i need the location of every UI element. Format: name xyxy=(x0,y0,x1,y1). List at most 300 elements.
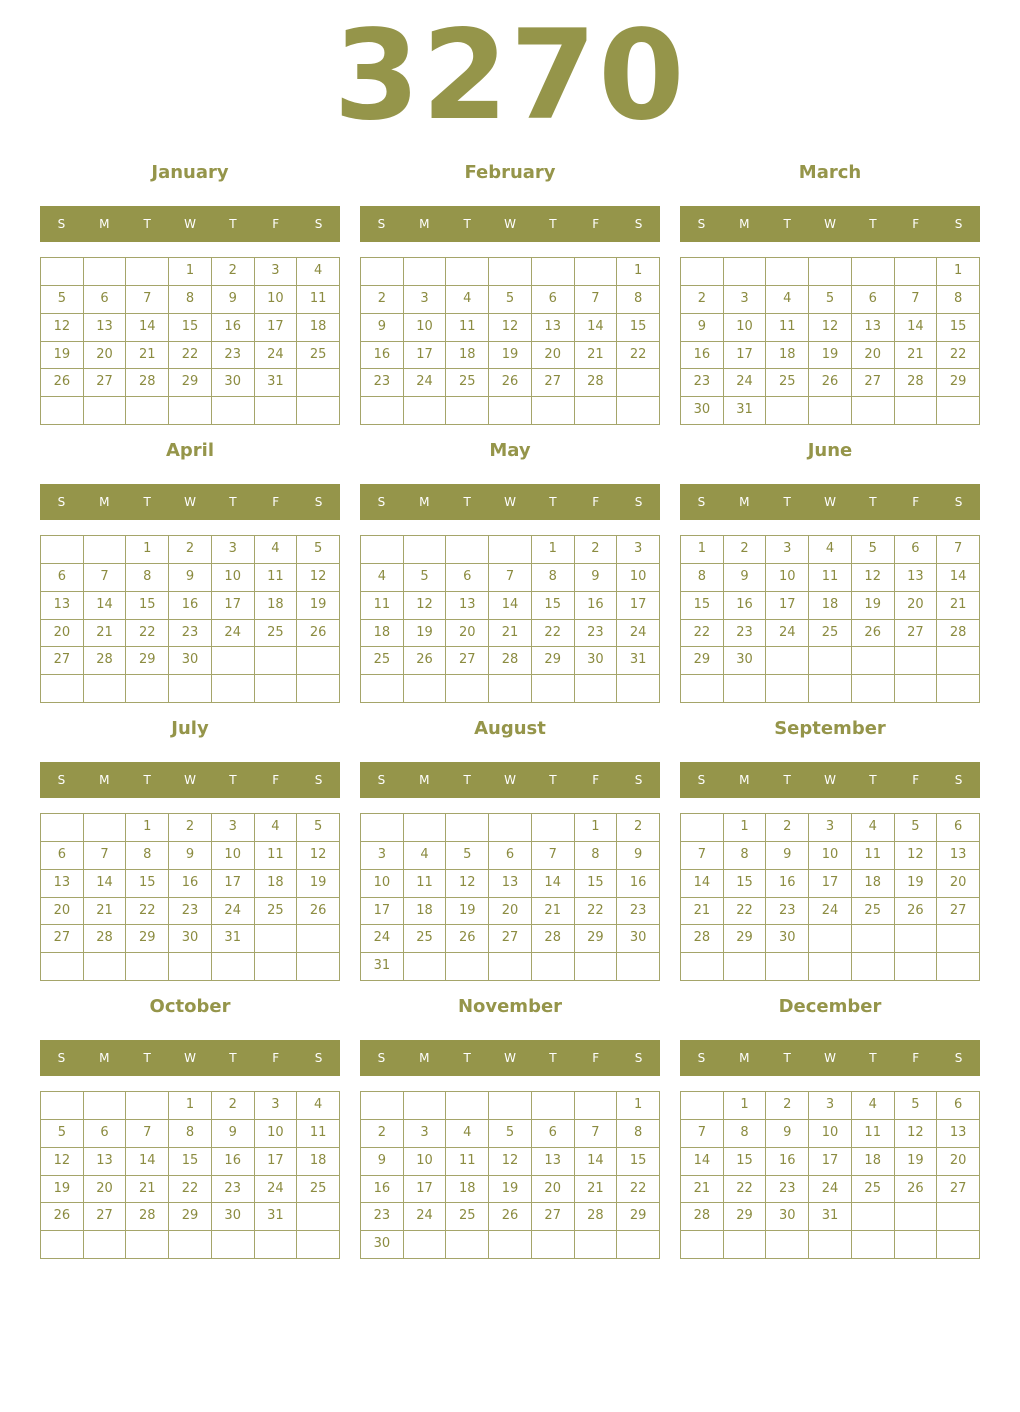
empty-day-cell xyxy=(766,397,809,425)
day-cell: 9 xyxy=(169,564,212,592)
day-cell: 15 xyxy=(575,870,618,898)
day-cell: 19 xyxy=(895,870,938,898)
empty-day-cell xyxy=(361,258,404,286)
day-cell: 30 xyxy=(724,647,767,675)
day-cell: 23 xyxy=(766,1176,809,1204)
empty-day-cell xyxy=(681,953,724,981)
day-cell: 19 xyxy=(297,870,340,898)
day-cell: 11 xyxy=(297,286,340,314)
empty-day-cell xyxy=(126,1231,169,1259)
day-cell: 1 xyxy=(169,1092,212,1120)
day-cell: 4 xyxy=(852,814,895,842)
day-cell: 31 xyxy=(255,369,298,397)
day-cell: 23 xyxy=(766,898,809,926)
day-cell: 8 xyxy=(169,1120,212,1148)
empty-day-cell xyxy=(895,953,938,981)
month-name: September xyxy=(774,718,886,739)
day-cell: 23 xyxy=(681,369,724,397)
empty-day-cell xyxy=(809,953,852,981)
empty-day-cell xyxy=(575,953,618,981)
weekday-label: W xyxy=(504,773,516,787)
empty-day-cell xyxy=(361,397,404,425)
weekday-label: S xyxy=(57,1051,66,1065)
day-cell: 27 xyxy=(489,925,532,953)
empty-day-cell xyxy=(41,536,84,564)
day-cell: 6 xyxy=(41,842,84,870)
day-cell: 28 xyxy=(681,1203,724,1231)
day-cell: 2 xyxy=(575,536,618,564)
day-cell: 22 xyxy=(617,342,660,370)
day-cell: 28 xyxy=(126,369,169,397)
day-cell: 27 xyxy=(895,620,938,648)
day-cell: 15 xyxy=(169,1148,212,1176)
day-cell: 6 xyxy=(937,1092,980,1120)
day-cell: 7 xyxy=(84,564,127,592)
empty-day-cell xyxy=(681,814,724,842)
day-cell: 10 xyxy=(212,842,255,870)
day-cell: 22 xyxy=(532,620,575,648)
day-cell: 7 xyxy=(126,1120,169,1148)
day-cell: 5 xyxy=(809,286,852,314)
weekday-label: T xyxy=(229,1051,237,1065)
day-cell: 18 xyxy=(255,870,298,898)
day-cell: 21 xyxy=(84,898,127,926)
day-cell: 10 xyxy=(212,564,255,592)
day-cell: 22 xyxy=(575,898,618,926)
day-cell: 16 xyxy=(617,870,660,898)
day-cell: 18 xyxy=(766,342,809,370)
weekday-label: T xyxy=(463,217,471,231)
day-cell: 23 xyxy=(575,620,618,648)
day-cell: 22 xyxy=(126,620,169,648)
day-cell: 4 xyxy=(255,536,298,564)
day-cell: 5 xyxy=(297,814,340,842)
weekday-label: F xyxy=(592,217,600,231)
day-cell: 28 xyxy=(84,647,127,675)
day-cell: 19 xyxy=(41,342,84,370)
day-cell: 23 xyxy=(169,620,212,648)
day-cell: 1 xyxy=(126,536,169,564)
day-grid xyxy=(40,813,340,981)
weekday-header xyxy=(40,762,340,798)
day-cell: 31 xyxy=(361,953,404,981)
empty-day-cell xyxy=(169,675,212,703)
day-cell: 8 xyxy=(126,564,169,592)
empty-day-cell xyxy=(404,1231,447,1259)
weekday-label: M xyxy=(99,1051,110,1065)
day-cell: 9 xyxy=(766,1120,809,1148)
day-cell: 14 xyxy=(937,564,980,592)
weekday-label: T xyxy=(229,773,237,787)
empty-day-cell xyxy=(41,953,84,981)
day-cell: 2 xyxy=(617,814,660,842)
empty-day-cell xyxy=(446,953,489,981)
empty-day-cell xyxy=(895,1231,938,1259)
day-cell: 17 xyxy=(212,870,255,898)
month-name: May xyxy=(489,440,531,461)
empty-day-cell xyxy=(617,953,660,981)
weekday-label: T xyxy=(143,217,151,231)
day-cell: 27 xyxy=(84,1203,127,1231)
day-cell: 24 xyxy=(809,898,852,926)
weekday-label: T xyxy=(549,773,557,787)
weekday-label: M xyxy=(739,1051,750,1065)
day-cell: 16 xyxy=(724,592,767,620)
empty-day-cell xyxy=(255,397,298,425)
day-cell: 29 xyxy=(724,925,767,953)
day-cell: 5 xyxy=(489,1120,532,1148)
weekday-label: T xyxy=(549,217,557,231)
weekday-label: F xyxy=(592,773,600,787)
day-cell: 22 xyxy=(681,620,724,648)
empty-day-cell xyxy=(404,675,447,703)
day-cell: 25 xyxy=(446,369,489,397)
day-cell: 3 xyxy=(766,536,809,564)
weekday-label: S xyxy=(57,773,66,787)
day-cell: 10 xyxy=(255,1120,298,1148)
empty-day-cell xyxy=(809,397,852,425)
day-cell: 25 xyxy=(255,620,298,648)
day-cell: 5 xyxy=(895,814,938,842)
empty-day-cell xyxy=(41,814,84,842)
day-cell: 9 xyxy=(724,564,767,592)
day-cell: 2 xyxy=(766,1092,809,1120)
weekday-label: F xyxy=(272,1051,280,1065)
empty-day-cell xyxy=(489,1092,532,1120)
empty-day-cell xyxy=(489,258,532,286)
weekday-label: S xyxy=(377,1051,386,1065)
day-cell: 6 xyxy=(446,564,489,592)
day-cell: 22 xyxy=(724,1176,767,1204)
day-cell: 18 xyxy=(446,1176,489,1204)
weekday-label: T xyxy=(783,1051,791,1065)
empty-day-cell xyxy=(489,814,532,842)
day-cell: 1 xyxy=(169,258,212,286)
day-cell: 19 xyxy=(895,1148,938,1176)
weekday-label: T xyxy=(229,217,237,231)
empty-day-cell xyxy=(169,953,212,981)
day-cell: 1 xyxy=(724,814,767,842)
day-cell: 11 xyxy=(766,314,809,342)
day-cell: 9 xyxy=(212,1120,255,1148)
empty-day-cell xyxy=(489,953,532,981)
day-cell: 28 xyxy=(532,925,575,953)
weekday-label: S xyxy=(57,217,66,231)
day-cell: 4 xyxy=(255,814,298,842)
day-cell: 18 xyxy=(446,342,489,370)
empty-day-cell xyxy=(297,369,340,397)
day-cell: 17 xyxy=(255,1148,298,1176)
day-cell: 1 xyxy=(532,536,575,564)
day-cell: 16 xyxy=(212,1148,255,1176)
weekday-label: T xyxy=(463,1051,471,1065)
empty-day-cell xyxy=(852,647,895,675)
empty-day-cell xyxy=(681,1092,724,1120)
month-name: June xyxy=(807,440,853,461)
empty-day-cell xyxy=(41,1231,84,1259)
empty-day-cell xyxy=(169,1231,212,1259)
day-cell: 1 xyxy=(575,814,618,842)
day-cell: 18 xyxy=(404,898,447,926)
day-cell: 29 xyxy=(126,647,169,675)
day-grid xyxy=(360,535,660,703)
weekday-label: S xyxy=(697,773,706,787)
empty-day-cell xyxy=(297,647,340,675)
day-cell: 14 xyxy=(532,870,575,898)
day-cell: 21 xyxy=(681,898,724,926)
day-cell: 30 xyxy=(766,1203,809,1231)
day-cell: 25 xyxy=(297,1176,340,1204)
day-cell: 13 xyxy=(895,564,938,592)
weekday-header xyxy=(40,484,340,520)
day-cell: 17 xyxy=(809,1148,852,1176)
month-name: August xyxy=(474,718,546,739)
day-cell: 26 xyxy=(895,898,938,926)
day-cell: 29 xyxy=(617,1203,660,1231)
empty-day-cell xyxy=(617,675,660,703)
weekday-label: F xyxy=(592,1051,600,1065)
day-cell: 28 xyxy=(681,925,724,953)
day-cell: 7 xyxy=(895,286,938,314)
empty-day-cell xyxy=(297,953,340,981)
day-cell: 28 xyxy=(575,369,618,397)
month-name: February xyxy=(464,162,556,183)
empty-day-cell xyxy=(84,258,127,286)
day-cell: 3 xyxy=(361,842,404,870)
day-cell: 5 xyxy=(895,1092,938,1120)
empty-day-cell xyxy=(532,1092,575,1120)
day-cell: 2 xyxy=(212,258,255,286)
day-cell: 11 xyxy=(809,564,852,592)
weekday-header xyxy=(360,206,660,242)
empty-day-cell xyxy=(852,1231,895,1259)
day-cell: 28 xyxy=(126,1203,169,1231)
day-cell: 25 xyxy=(766,369,809,397)
weekday-header xyxy=(680,1040,980,1076)
weekday-label: M xyxy=(739,495,750,509)
year-title: 3270 xyxy=(333,4,687,148)
day-cell: 31 xyxy=(255,1203,298,1231)
empty-day-cell xyxy=(895,1203,938,1231)
month-name: April xyxy=(165,440,215,461)
day-cell: 26 xyxy=(489,369,532,397)
empty-day-cell xyxy=(617,397,660,425)
day-cell: 12 xyxy=(809,314,852,342)
day-cell: 30 xyxy=(617,925,660,953)
weekday-label: W xyxy=(504,217,516,231)
weekday-label: T xyxy=(783,773,791,787)
day-cell: 4 xyxy=(446,286,489,314)
day-cell: 21 xyxy=(489,620,532,648)
weekday-label: S xyxy=(954,1051,963,1065)
day-cell: 12 xyxy=(852,564,895,592)
day-cell: 29 xyxy=(681,647,724,675)
day-cell: 4 xyxy=(404,842,447,870)
day-cell: 25 xyxy=(297,342,340,370)
empty-day-cell xyxy=(84,536,127,564)
day-cell: 24 xyxy=(255,342,298,370)
weekday-label: M xyxy=(739,217,750,231)
day-cell: 23 xyxy=(724,620,767,648)
day-cell: 8 xyxy=(681,564,724,592)
empty-day-cell xyxy=(361,536,404,564)
day-cell: 3 xyxy=(255,1092,298,1120)
day-cell: 27 xyxy=(532,369,575,397)
day-grid xyxy=(40,257,340,425)
day-cell: 16 xyxy=(169,870,212,898)
day-cell: 27 xyxy=(532,1203,575,1231)
day-cell: 7 xyxy=(681,842,724,870)
day-cell: 16 xyxy=(361,1176,404,1204)
day-cell: 16 xyxy=(766,1148,809,1176)
day-cell: 15 xyxy=(617,1148,660,1176)
day-cell: 13 xyxy=(41,870,84,898)
day-cell: 10 xyxy=(255,286,298,314)
day-cell: 27 xyxy=(446,647,489,675)
day-cell: 4 xyxy=(852,1092,895,1120)
day-cell: 12 xyxy=(895,1120,938,1148)
day-cell: 22 xyxy=(617,1176,660,1204)
day-cell: 20 xyxy=(937,870,980,898)
weekday-label: W xyxy=(824,773,836,787)
weekday-label: S xyxy=(634,773,643,787)
day-cell: 26 xyxy=(895,1176,938,1204)
empty-day-cell xyxy=(446,536,489,564)
weekday-label: M xyxy=(419,495,430,509)
day-cell: 7 xyxy=(84,842,127,870)
empty-day-cell xyxy=(84,814,127,842)
day-cell: 8 xyxy=(169,286,212,314)
day-cell: 30 xyxy=(169,647,212,675)
weekday-header xyxy=(40,1040,340,1076)
day-cell: 8 xyxy=(617,1120,660,1148)
day-cell: 21 xyxy=(532,898,575,926)
empty-day-cell xyxy=(212,1231,255,1259)
day-cell: 20 xyxy=(41,620,84,648)
day-cell: 17 xyxy=(255,314,298,342)
empty-day-cell xyxy=(404,1092,447,1120)
empty-day-cell xyxy=(724,675,767,703)
empty-day-cell xyxy=(724,1231,767,1259)
empty-day-cell xyxy=(489,675,532,703)
day-cell: 3 xyxy=(617,536,660,564)
day-cell: 24 xyxy=(212,898,255,926)
empty-day-cell xyxy=(446,258,489,286)
day-cell: 3 xyxy=(212,814,255,842)
empty-day-cell xyxy=(766,1231,809,1259)
day-cell: 14 xyxy=(126,1148,169,1176)
day-grid xyxy=(40,535,340,703)
month-name: January xyxy=(151,162,229,183)
weekday-label: W xyxy=(824,1051,836,1065)
weekday-header xyxy=(680,762,980,798)
day-cell: 26 xyxy=(489,1203,532,1231)
weekday-label: T xyxy=(229,495,237,509)
day-cell: 9 xyxy=(766,842,809,870)
day-cell: 2 xyxy=(766,814,809,842)
day-cell: 17 xyxy=(404,1176,447,1204)
day-cell: 22 xyxy=(937,342,980,370)
day-cell: 20 xyxy=(895,592,938,620)
empty-day-cell xyxy=(446,1231,489,1259)
day-cell: 4 xyxy=(361,564,404,592)
day-cell: 13 xyxy=(41,592,84,620)
day-cell: 23 xyxy=(169,898,212,926)
day-cell: 18 xyxy=(255,592,298,620)
day-cell: 26 xyxy=(41,369,84,397)
day-grid xyxy=(680,1091,980,1259)
empty-day-cell xyxy=(255,953,298,981)
day-cell: 12 xyxy=(404,592,447,620)
empty-day-cell xyxy=(937,397,980,425)
day-cell: 16 xyxy=(361,342,404,370)
empty-day-cell xyxy=(895,397,938,425)
day-cell: 7 xyxy=(575,1120,618,1148)
empty-day-cell xyxy=(617,369,660,397)
day-cell: 22 xyxy=(724,898,767,926)
day-cell: 20 xyxy=(852,342,895,370)
day-cell: 23 xyxy=(212,342,255,370)
day-cell: 31 xyxy=(724,397,767,425)
empty-day-cell xyxy=(446,814,489,842)
day-cell: 26 xyxy=(297,898,340,926)
empty-day-cell xyxy=(297,925,340,953)
day-cell: 6 xyxy=(895,536,938,564)
empty-day-cell xyxy=(212,953,255,981)
empty-day-cell xyxy=(446,1092,489,1120)
day-cell: 2 xyxy=(361,1120,404,1148)
day-cell: 28 xyxy=(84,925,127,953)
empty-day-cell xyxy=(809,1231,852,1259)
day-cell: 20 xyxy=(41,898,84,926)
day-cell: 21 xyxy=(681,1176,724,1204)
day-cell: 27 xyxy=(852,369,895,397)
day-cell: 9 xyxy=(212,286,255,314)
empty-day-cell xyxy=(852,258,895,286)
day-cell: 9 xyxy=(617,842,660,870)
day-cell: 14 xyxy=(575,314,618,342)
empty-day-cell xyxy=(575,258,618,286)
empty-day-cell xyxy=(255,675,298,703)
weekday-label: S xyxy=(314,495,323,509)
day-cell: 1 xyxy=(681,536,724,564)
day-cell: 6 xyxy=(489,842,532,870)
day-cell: 24 xyxy=(809,1176,852,1204)
empty-day-cell xyxy=(489,1231,532,1259)
empty-day-cell xyxy=(852,925,895,953)
day-cell: 24 xyxy=(255,1176,298,1204)
day-cell: 20 xyxy=(84,1176,127,1204)
day-cell: 30 xyxy=(766,925,809,953)
day-cell: 23 xyxy=(361,1203,404,1231)
empty-day-cell xyxy=(41,397,84,425)
empty-day-cell xyxy=(169,397,212,425)
day-cell: 12 xyxy=(297,842,340,870)
day-cell: 8 xyxy=(724,1120,767,1148)
empty-day-cell xyxy=(404,258,447,286)
day-cell: 3 xyxy=(212,536,255,564)
empty-day-cell xyxy=(766,258,809,286)
day-cell: 25 xyxy=(361,647,404,675)
empty-day-cell xyxy=(895,258,938,286)
day-cell: 10 xyxy=(617,564,660,592)
day-cell: 28 xyxy=(895,369,938,397)
weekday-label: S xyxy=(634,495,643,509)
weekday-label: W xyxy=(184,1051,196,1065)
day-cell: 19 xyxy=(404,620,447,648)
weekday-label: M xyxy=(739,773,750,787)
empty-day-cell xyxy=(84,1231,127,1259)
